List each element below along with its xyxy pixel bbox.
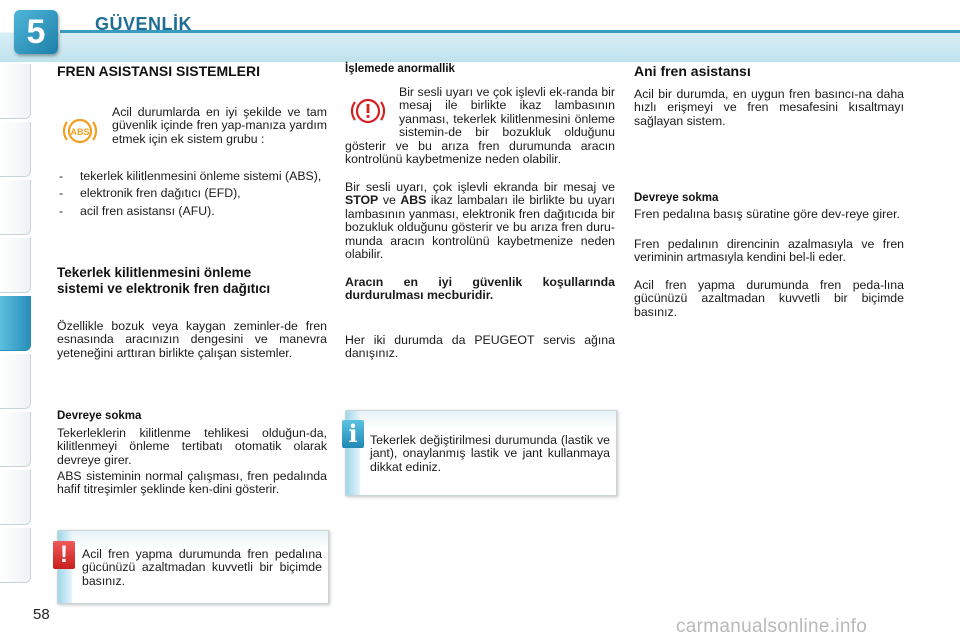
col3-p1: Acil bir durumda, en uygun fren basıncı-na daha hızlı erişmeyi ve fren mesafesini kısaltmayı sağlayan sistem. <box>634 87 904 128</box>
chapter-tab-9[interactable] <box>0 528 31 583</box>
header-rule <box>60 30 960 33</box>
info-note-text: Tekerlek değiştirilmesi durumunda (lastik ve jant), onaylanmış lastik ve jant kullanmaya dikkat ediniz. <box>370 433 610 474</box>
col1-intro: Acil durumlarda en iyi şekilde ve tam güvenlik içinde fren yap-manıza yardım etmek için ek sistem grubu : <box>112 105 327 146</box>
col2-p4: Her iki durumda da PEUGEOT servis ağına danışınız. <box>345 333 615 361</box>
col3-title: Ani fren asistansı <box>634 63 751 79</box>
chapter-tab-4[interactable] <box>0 238 31 293</box>
chapter-tab-6[interactable] <box>0 354 31 409</box>
col1-devreye-p1: Tekerleklerin kilitlenme tehlikesi olduğun-da, kilitlenmeyi önleme tertibatı otomatik olarak devreye girer. <box>57 426 327 467</box>
chapter-tab-3[interactable] <box>0 180 31 235</box>
info-icon: i <box>342 420 364 448</box>
section-title: GÜVENLİK <box>95 14 193 34</box>
info-note-box <box>345 410 617 496</box>
warning-exclamation-icon: ! <box>53 541 75 569</box>
list-item: - acil fren asistansı (AFU). <box>59 203 215 218</box>
warning-note-text: Acil fren yapma durumunda fren pedalına gücünüzü azaltmadan kuvvetli bir biçimde basınız. <box>82 547 322 588</box>
col2-title: İşlemede anormallik <box>345 63 455 75</box>
col3-p2: Fren pedalına basış süratine göre dev-reye girer. <box>634 207 900 221</box>
list-item: - elektronik fren dağıtıcı (EFD), <box>59 186 241 201</box>
watermark: carmanualsonline.info <box>676 616 868 637</box>
svg-text:ABS: ABS <box>70 127 90 137</box>
chapter-tab-5-active[interactable] <box>0 296 31 351</box>
chapter-tab-8[interactable] <box>0 470 31 525</box>
abs-warning-icon <box>62 114 98 148</box>
col3-devreye-title: Devreye sokma <box>634 192 719 204</box>
abs-section-text: Özellikle bozuk veya kaygan zeminler-de fren esnasında aracınızın dengesini ve manevra yeteneğini arttıran birlikte çalışan sistemler. <box>57 319 327 360</box>
col2-p3: Aracın en iyi güvenlik koşullarında durdurulması mecburidir. <box>345 275 615 303</box>
col2-p1-wrap <box>345 86 615 181</box>
chapter-tab-2[interactable] <box>0 122 31 177</box>
brake-systems-list <box>57 170 327 222</box>
col1-title: FREN ASISTANSI SISTEMLERI <box>57 63 261 79</box>
col2-p1: Bir sesli uyarı ve çok işlevli ek-randa bir mesaj ile birlikte ikaz lambasının yanması, tekerlek kilitlenmesini önleme sistemin-de bir bozukluk olduğunu gösterir ve bu arıza fren durumunda aracın kontrolünü kaybetmenize neden olabilir. <box>345 85 615 167</box>
col1-devreye-title: Devreye sokma <box>57 410 142 422</box>
chapter-number-badge: 5 <box>14 10 58 54</box>
chapter-tab-7[interactable] <box>0 412 31 467</box>
col3-p3: Fren pedalının direncinin azalmasıyla ve fren veriminin artmasıyla kendini bel-li eder. <box>634 237 904 265</box>
col1-devreye-p2: ABS sisteminin normal çalışması, fren pedalında hafif titreşimler şeklinde ken-dini gösterir. <box>57 469 327 497</box>
warning-note-box <box>57 530 329 604</box>
page-number: 58 <box>33 606 50 623</box>
abs-section-title: Tekerlek kilitlenmesini önleme sistemi ve elektronik fren dağıtıcı <box>57 265 271 296</box>
col3-p4: Acil fren yapma durumunda fren peda-lına gücünüzü azaltmadan kuvvetli bir biçimde basınız. <box>634 278 904 319</box>
col2-p2: Bir sesli uyarı, çok işlevli ekranda bir mesaj ve STOP ve ABS ikaz lambaları ile birlikte bu uyarı lambasının yanması, elektronik fren dağıtıcıda bir bozukluk olduğunu gösterir ve bu arıza fren duru-munda aracın kontrolünü kaybetmenize neden olabilir. <box>345 180 615 262</box>
list-item: - tekerlek kilitlenmesini önleme sistemi (ABS), <box>59 169 322 183</box>
chapter-tab-1[interactable] <box>0 64 31 119</box>
